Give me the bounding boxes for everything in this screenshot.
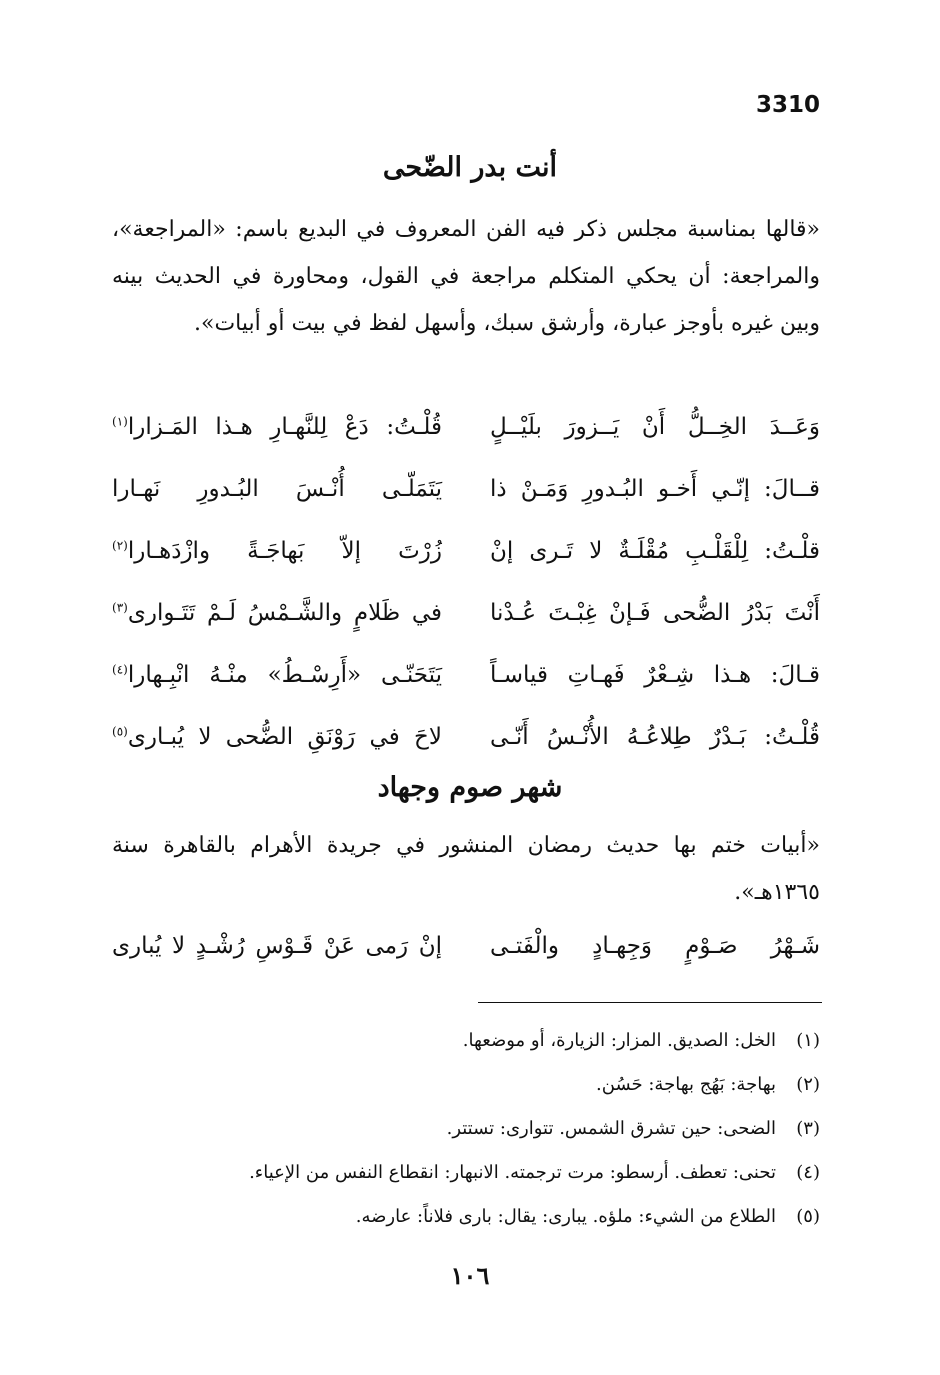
verse-second-hemistich <box>112 538 442 564</box>
footnote-divider <box>478 1002 822 1003</box>
verse <box>112 582 820 644</box>
footnote-text: بهاجة: بَهُج بهاجة: حَسُن. <box>596 1073 776 1095</box>
footnote-number: (٤) <box>796 1161 820 1183</box>
verse-first-hemistich: شَـهْرُ صَـوْمٍ وَجِهـادٍ والْفَتـى <box>490 933 820 959</box>
page-number: ١٠٦ <box>450 1261 490 1290</box>
verse-first-hemistich: وَعَــدَ الخِــلُّ أَنْ يَــزورَ بلَيْــلٍ <box>490 414 820 440</box>
verse-second-text: في ظَلامٍ والشَّـمْسُ لَـمْ تَتَـوارى <box>127 600 442 626</box>
verse-first-hemistich: قُلْـتُ: بَـدْرٌ طِلاعُـهُ الأُنْـسُ أَنّـى <box>490 724 820 750</box>
footnote-number: (٢) <box>796 1073 820 1095</box>
poem2-title: شهر صوم وجهاد <box>377 772 563 803</box>
poem1-title: أنت بدر الضّحى <box>382 152 558 183</box>
footnote-text: تحنى: تعطف. أرسطو: مرت ترجمته. الانبهار: انقطاع النفس من الإعياء. <box>249 1161 776 1183</box>
verse-second-text: قُلْـتُ: دَعْ لِلنَّهـارِ هـذا المَـزارا <box>127 414 442 440</box>
verse <box>112 396 820 458</box>
verse <box>112 706 820 768</box>
footnote-number: (١) <box>796 1029 820 1051</box>
poem2-verses <box>112 915 820 977</box>
footnote-text: الضحى: حين تشرق الشمس. تتوارى: تستتر. <box>446 1117 776 1139</box>
poem1-intro: «قالها بمناسبة مجلس ذكر فيه الفن المعروف في البديع باسم: «المراجعة»، والمراجعة: أن يحكي المتكلم مراجعة في القول، ومحاورة في الحديث بينه وبين غيره بأوجز عبارة، وأرشق سبك، وأسهل لفظ في بيت أو أبيات». <box>112 217 820 336</box>
verse-first-hemistich: قلْـتُ: لِلْقَلْـبِ مُقْلَـةٌ لا تَـرى إنْ <box>490 538 820 564</box>
footnotes <box>112 1018 820 1238</box>
verse <box>112 644 820 706</box>
footnote-marker: (٣) <box>112 600 128 615</box>
footnote-marker: (٥) <box>112 724 128 739</box>
footnote-number: (٣) <box>796 1117 820 1139</box>
verse-second-text: يَتَمَلّـى أُنْـسَ البُـدورِ نَهـارا <box>112 476 442 502</box>
verse-second-hemistich <box>112 724 442 750</box>
footnote-text: الخل: الصديق. المزار: الزيارة، أو موضعها. <box>462 1029 776 1051</box>
footnote-item <box>112 1018 820 1062</box>
footnote-marker: (٢) <box>112 538 128 553</box>
footnote-marker: (٤) <box>112 662 128 677</box>
verse <box>112 458 820 520</box>
verse-first-hemistich: قــالَ: إنّـي أَخـو البُـدورِ وَمَـنْ ذا <box>490 476 820 502</box>
verse <box>112 520 820 582</box>
verse-second-hemistich <box>112 600 442 626</box>
poem2-intro: «أبيات ختم بها حديث رمضان المنشور في جريدة الأهرام بالقاهرة سنة ١٣٦٥هـ». <box>112 833 820 905</box>
footnote-number: (٥) <box>796 1205 820 1227</box>
verse-second-hemistich <box>112 476 442 502</box>
verse-first-hemistich: قـالَ: هـذا شِـعْرٌ فَهـاتِ قياسـاً <box>490 662 820 688</box>
verse-second-hemistich <box>112 414 442 440</box>
footnote-item <box>112 1106 820 1150</box>
footnote-item <box>112 1194 820 1238</box>
footnote-item <box>112 1062 820 1106</box>
verse-second-text: لاحَ في رَوْنَقِ الضُّحى لا يُبـارى <box>127 724 442 750</box>
verse-second-hemistich <box>112 662 442 688</box>
footnote-marker: (١) <box>112 414 128 429</box>
poem1-verses <box>112 396 820 768</box>
page-id: 3310 <box>755 92 820 118</box>
footnote-item <box>112 1150 820 1194</box>
verse <box>112 915 820 977</box>
verse-second-text: زُرْتَ إلاّ بَهاجَـةً وازْدَهـارا <box>127 538 442 564</box>
verse-second-text: يَتَحَنّـى «أَرِسْـطُ» منْـهُ انْبِـهارا <box>127 662 442 688</box>
verse-second-text: إنْ رَمى عَنْ قَـوْسِ رُشْـدٍ لا يُبارى <box>112 933 442 959</box>
verse-first-hemistich: أَنْتَ بَدْرُ الضُّحى فَـإنْ غِبْـتَ عُـدْنا <box>490 600 820 626</box>
verse-second-hemistich <box>112 933 442 959</box>
footnote-text: الطلاع من الشيء: ملؤه. يبارى: يقال: بارى فلاناً: عارضه. <box>355 1205 776 1227</box>
